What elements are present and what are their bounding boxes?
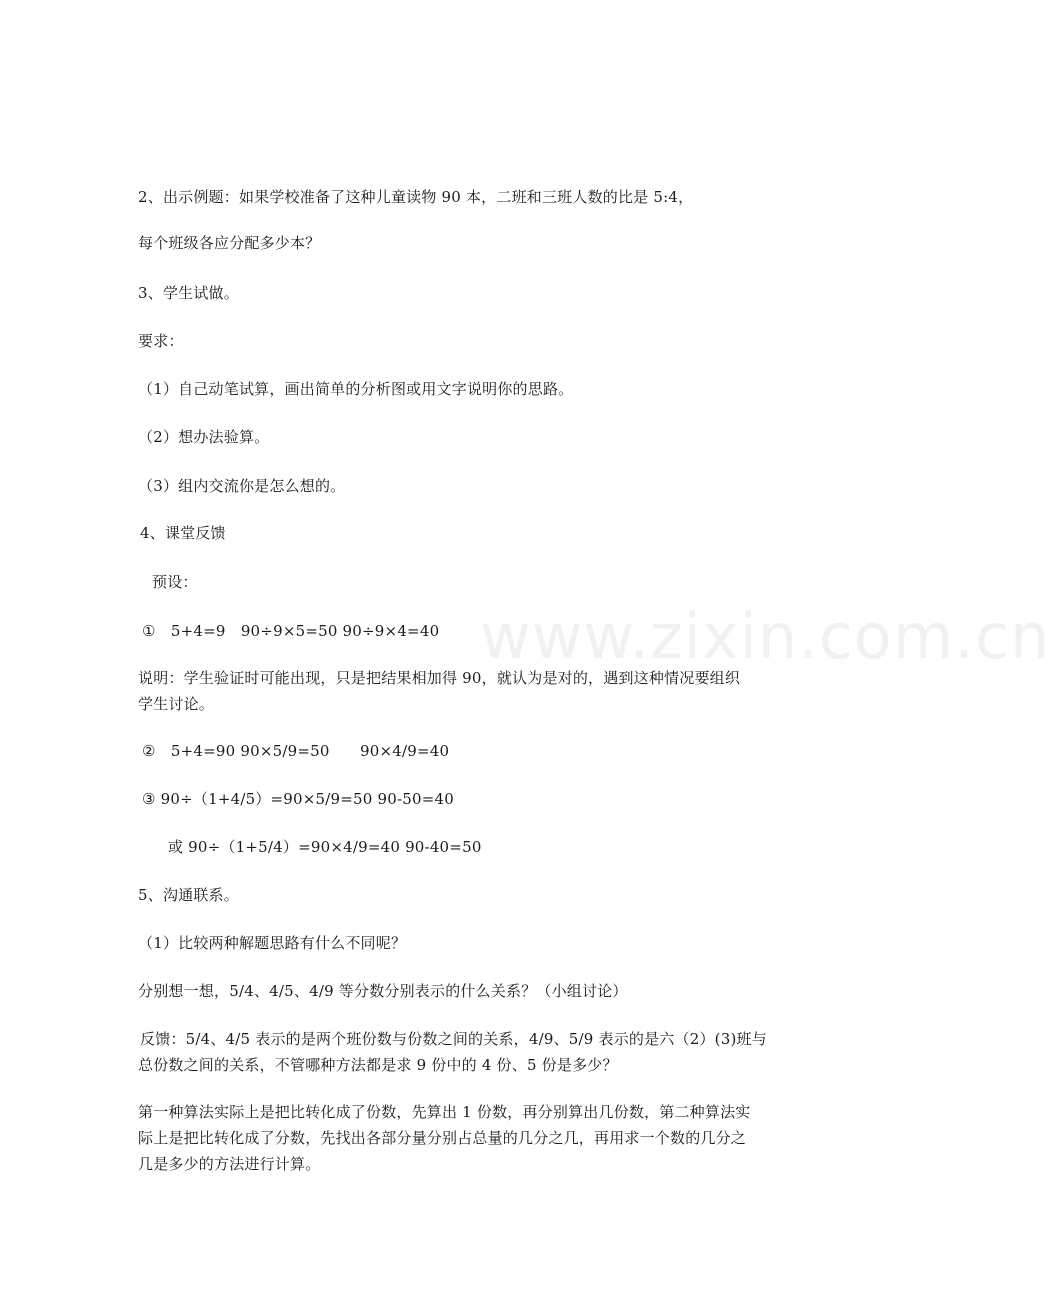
feedback-line-1: 反馈：5/4、4/5 表示的是两个班份数与份数之间的关系，4/9、5/9 表示的是六（2）(3)班与 [140, 1030, 767, 1048]
solution-3-alternative: 或 90÷（1+5/4）=90×4/9=40 90-40=50 [168, 838, 482, 856]
example-problem-line-1: 2、出示例题：如果学校准备了这种儿童读物 90 本，二班和三班人数的比是 5:4， [138, 188, 694, 206]
group-discussion-prompt: 分别想一想，5/4、4/5、4/9 等分数分别表示的什么关系？（小组讨论） [138, 982, 628, 1000]
explanation-line-1: 说明：学生验证时可能出现，只是把结果相加得 90，就认为是对的，遇到这种情况要组织 [138, 669, 741, 687]
explanation-line-2: 学生讨论。 [138, 695, 215, 713]
summary-line-2: 际上是把比转化成了分数，先找出各部分量分别占总量的几分之几，再用求一个数的几分之 [138, 1129, 747, 1147]
example-problem-line-2: 每个班级各应分配多少本？ [138, 234, 321, 252]
requirement-item-3: （3）组内交流你是怎么想的。 [138, 477, 346, 495]
watermark: www.zixin.com.cn [480, 600, 1050, 673]
summary-line-1: 第一种算法实际上是把比转化成了份数，先算出 1 份数，再分别算出几份数，第二种算法实 [138, 1103, 751, 1121]
solution-2: ② 5+4=90 90×5/9=50 90×4/9=40 [142, 742, 450, 760]
comparison-question: （1）比较两种解题思路有什么不同呢？ [138, 934, 407, 952]
requirements-label: 要求： [138, 332, 184, 350]
solution-3: ③ 90÷（1+4/5）=90×5/9=50 90-50=40 [142, 790, 455, 808]
feedback-line-2: 总份数之间的关系，不管哪种方法都是求 9 份中的 4 份、5 份是多少？ [138, 1056, 618, 1074]
section-3-heading: 3、学生试做。 [138, 284, 239, 302]
presets-label: 预设： [152, 573, 198, 591]
section-4-heading: 4、课堂反馈 [140, 524, 226, 542]
requirement-item-2: （2）想办法验算。 [138, 428, 270, 446]
requirement-item-1: （1）自己动笔试算，画出简单的分析图或用文字说明你的思路。 [138, 380, 574, 398]
solution-1: ① 5+4=9 90÷9×5=50 90÷9×4=40 [142, 622, 440, 640]
summary-line-3: 几是多少的方法进行计算。 [138, 1155, 321, 1173]
section-5-heading: 5、沟通联系。 [138, 886, 239, 904]
